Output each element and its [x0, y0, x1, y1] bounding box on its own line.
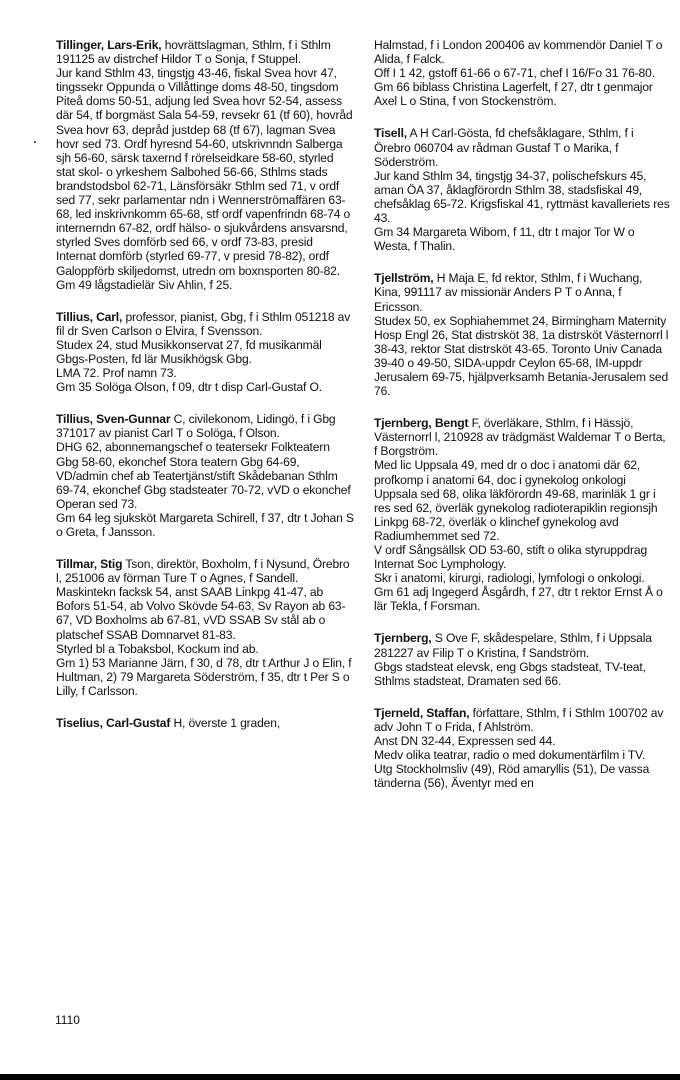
- entry-tjernberg-bengt: [374, 416, 670, 613]
- entry-text: Halmstad, f i London 200406 av kommendör Daniel T o Alida, f Falck.: [374, 38, 663, 67]
- entry-text: V ordf Sångsällsk OD 53-60, stift o olika styruppdrag Internat Soc Lymphology.: [374, 543, 648, 572]
- entry-tillius-sven-gunnar: [56, 412, 354, 539]
- entry-text: F, överläkare, Sthlm, f i Hässjö, Västernorrl l, 210928 av trädgmäst Waldemar T o Berta, f Borgström.: [374, 416, 666, 459]
- margin-mark: [34, 141, 36, 143]
- entry-text: Gm 64 leg sjuksköt Margareta Schirell, f 37, dtr t Johan S o Greta, f Jansson.: [56, 510, 354, 539]
- entry-text: S Ove F, skådespelare, Sthlm, f i Uppsala 281227 av Filip T o Kristina, f Sandström.: [374, 631, 652, 660]
- entry-text: Medv olika teatrar, radio o med dokumentärfilm i TV.: [374, 748, 646, 763]
- entry-text: Gm 66 biblass Christina Lagerfelt, f 27, dtr t genmajor Axel L o Stina, f von Stockenström.: [374, 80, 653, 109]
- page-number: 1110: [55, 1013, 80, 1027]
- entry-text: Med lic Uppsala 49, med dr o doc i anatomi där 62, profkomp i anatomi 64, doc i gynekolog onkologi Uppsala sed 68, olika läkförordn 49-68, marinläk 1 gr i res sed 62, överläk gynekolog radioterapiklin regionsjh Linkpg 68-72, överläk o klinchef gynekolog avd Radiumhemmet sed 72.: [374, 458, 658, 543]
- entry-tiselius-continued: [374, 38, 670, 108]
- entry-name: Tjerneld, Staffan,: [374, 705, 470, 720]
- entry-name: Tisell,: [374, 126, 408, 141]
- entry-text: Skr i anatomi, kirurgi, radiologi, lymfologi o onkologi.: [374, 571, 645, 586]
- entry-text: Gm 1) 53 Marianne Järn, f 30, d 78, dtr t Arthur J o Elin, f Hultman, 2) 79 Margareta Söderström, f 35, dtr t Per S o Lilly, f Carlsson.: [56, 655, 352, 698]
- entry-text: Gm 35 Solöga Olson, f 09, dtr t disp Carl-Gustaf O.: [56, 380, 322, 395]
- entry-text: Gm 61 adj Ingegerd Åsgårdh, f 27, dtr t rektor Ernst Å o lär Tekla, f Forsman.: [374, 585, 663, 614]
- entry-name: Tjernberg, Bengt: [374, 416, 469, 431]
- entry-text: DHG 62, abonnemangschef o teatersekr Folkteatern Gbg 58-60, ekonchef Stora teatern Gbg 64-69, VD/admin chef ab Teatertjänst/stift Skådebanan Sthlm 69-74, ekonchef Gbg stadsteater 70-72, vVD o ekonchef Operan sed 73.: [56, 440, 351, 511]
- entry-name: Tjellström,: [374, 271, 434, 286]
- entry-tillinger: [56, 38, 354, 292]
- entry-text: Studex 50, ex Sophiahemmet 24, Birmingham Maternity Hosp Engl 26, Stat distrsköt 38, 1a distrsköt Västernorrl l 38-43, rektor Stat distrsköt 43-65. Toronto Univ Canada 39-40 o 49-50, SIDA-uppdr Ceylon 65-68, IM-uppdr Jerusalem 69-75, hjälpverksamh Betania-Jerusalem sed 76.: [374, 313, 669, 399]
- entry-text: Utg Stockholmsliv (49), Röd amaryllis (51), De vassa tänderna (56), Äventyr med en: [374, 762, 650, 791]
- entry-name: Tillius, Carl,: [56, 309, 123, 324]
- entry-text: Tson, direktör, Boxholm, f i Nysund, Örebro l, 251006 av förman Ture T o Agnes, f Sandell.: [56, 557, 350, 586]
- entry-tjerneld: [374, 706, 670, 791]
- page-bottom-border: [0, 1074, 680, 1080]
- entry-text: Styrled bl a Tobaksbol, Kockum ind ab.: [56, 641, 259, 656]
- entry-tjernberg-ove: [374, 631, 670, 687]
- entry-name: Tillius, Sven-Gunnar: [56, 412, 171, 427]
- entry-text: Jur kand Sthlm 43, tingstjg 43-46, fiskal Svea hovr 47, tingssekr Oppunda o Villåttinge doms 48-50, tingsdom Piteå doms 50-51, adjung led Svea hovr 52-54, assess där 54, tf borgmäst Sala 54-59, revsekr 61 (tf 60), hovråd Svea hovr 63, depråd justdep 68 (tf 67), lagman Svea hovr sed 73. Ordf hyresnd 54-60, utskrivnndn Salberga sjh 56-60, särsk taxernd f rörelseidkare 58-60, styrled stat skol- o yrkeshem Salbohed 56-66, Sthlms stads brandstodsbol 62-71, Länsförsäkr Sthlm sed 71, v ordf sed 77, sekr parlamentar ndn i Wennerströmaffären 63-68, led inskrivnkomm 65-68, stf ordf vapenfrindn 68-74 o internerndn 67-82, ordf hälso- o sjukvårdens ansvarsnd, styrled Sves domförb sed 66, v ordf 73-83, presid Internat domförb (styrled 69-77, v presid 78-82), ordf Galoppförb skiljedomst, utredn om boxnsporten 80-82.: [56, 66, 353, 278]
- entry-text: Studex 24, stud Musikkonservat 27, fd musikanmäl Gbgs-Posten, fd lär Musikhögsk Gbg.: [56, 337, 322, 366]
- entry-name: Tillinger, Lars-Erik,: [56, 38, 162, 52]
- entry-text: Maskintekn facksk 54, anst SAAB Linkpg 41-47, ab Bofors 51-54, ab Volvo Skövde 54-63, Sv Rayon ab 63-67, VD Boxholms ab 67-81, vVD SSAB Sv stål ab o platschef SSAB Domnarvet 81-83.: [56, 585, 346, 642]
- entry-text: Off I 1 42, gstoff 61-66 o 67-71, chef I 16/Fo 31 76-80.: [374, 66, 655, 81]
- entry-tillius-carl: [56, 310, 354, 395]
- entry-name: Tiselius, Carl-Gustaf: [56, 716, 171, 731]
- entry-text: H, överste 1 graden,: [170, 716, 281, 731]
- entry-tiselius: [56, 716, 354, 730]
- entry-text: H Maja E, fd rektor, Sthlm, f i Wuchang, Kina, 991117 av missionär Anders P T o Anna, f Ericsson.: [374, 271, 643, 314]
- entry-tisell: [374, 126, 670, 253]
- entry-text: professor, pianist, Gbg, f i Sthlm 051218 av fil dr Sven Carlson o Elvira, f Svensson.: [56, 309, 351, 338]
- entry-text: C, civilekonom, Lidingö, f i Gbg 371017 av pianist Carl T o Solöga, f Olson.: [56, 412, 336, 441]
- entry-name: Tjernberg,: [374, 631, 432, 646]
- entry-text: Gm 34 Margareta Wibom, f 11, dtr t major Tor W o Westa, f Thalin.: [374, 225, 635, 254]
- left-column: [56, 38, 354, 748]
- entry-name: Tillmar, Stig: [56, 557, 123, 572]
- entry-tjellstrom: [374, 271, 670, 398]
- entry-text: författare, Sthlm, f i Sthlm 100702 av adv John T o Frida, f Ahlström.: [374, 705, 664, 734]
- entry-text: hovrättslagman, Sthlm, f i Sthlm 191125 av distrchef Hildor T o Sonja, f Stuppel.: [56, 38, 331, 67]
- entry-text: Anst DN 32-44, Expressen sed 44.: [374, 734, 556, 749]
- entry-text: Gm 49 lågstadielär Siv Ahlin, f 25.: [56, 277, 233, 292]
- right-column: [374, 38, 670, 808]
- entry-text: LMA 72. Prof namn 73.: [56, 366, 177, 381]
- entry-text: Gbgs stadsteat elevsk, eng Gbgs stadsteat, TV-teat, Sthlms stadsteat, Dramaten sed 66.: [374, 659, 646, 688]
- entry-text: A H Carl-Gösta, fd chefsåklagare, Sthlm, f i Örebro 060704 av rådman Gustaf T o Marika, f Söderström.: [374, 126, 634, 169]
- entry-tillmar: [56, 557, 354, 698]
- entry-text: Jur kand Sthlm 34, tingstjg 34-37, polischefskurs 45, aman ÖA 37, åklagförordn Sthlm 38, stadsfiskal 49, chefsåklag 65-72. Krigsfiskal 41, ryttmäst kavalleriets res 43.: [374, 168, 670, 226]
